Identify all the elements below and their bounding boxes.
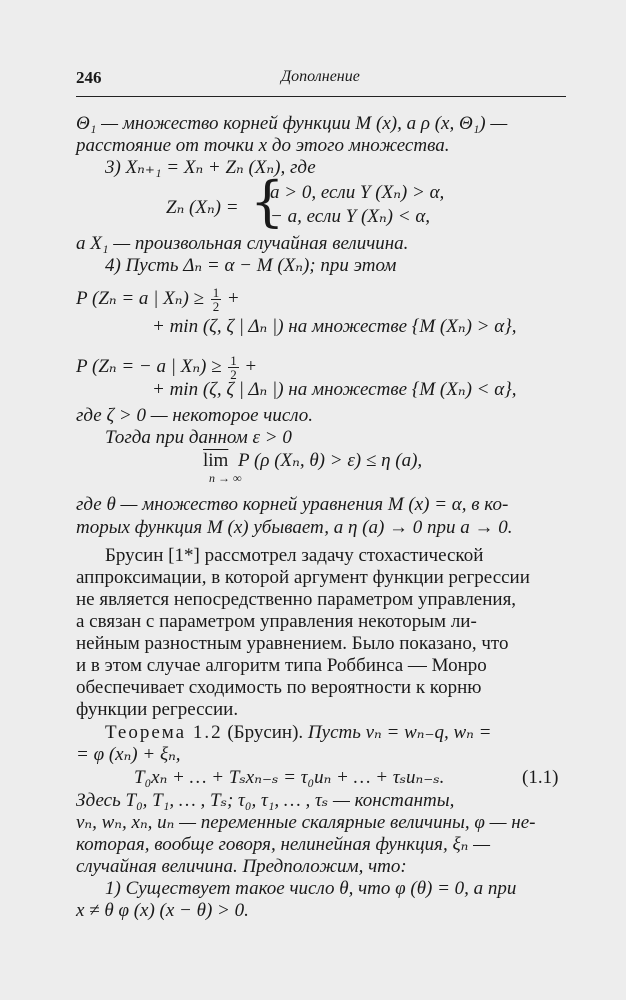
text-line: Брусин [1*] рассмотрел задачу стохастической [105, 545, 484, 566]
fraction [211, 286, 222, 313]
fraction-den: 2 [230, 367, 237, 382]
formula-part: P (Zₙ = a | Xₙ) ≥ [76, 287, 204, 309]
fraction-num: 1 [230, 353, 237, 368]
running-title: Дополнение [281, 68, 360, 85]
theorem-line [105, 722, 491, 744]
equation: T₀xₙ + … + Tₛxₙ₋ₛ = τ₀uₙ + … + τₛuₙ₋ₛ. [134, 767, 445, 788]
page-header [76, 68, 566, 90]
text-line: аппроксимации, в которой аргумент функции регрессии [76, 567, 530, 588]
text-line: Θ₁ — множество корней функции M (x), а ρ (x, Θ₁) — [76, 113, 508, 134]
formula-part: + [245, 355, 257, 377]
header-rule [76, 96, 566, 97]
text-line: а X₁ — произвольная случайная величина. [76, 233, 409, 254]
text-line: Здесь T₀, T₁, … , Tₛ; τ₀, τ₁, … , τₛ — константы, [76, 790, 455, 811]
text-line: где θ — множество корней уравнения M (x) = α, в ко- [76, 494, 509, 515]
formula-case: a > 0, если Y (Xₙ) > α, [270, 182, 445, 203]
limit-symbol: $\overline{lim}$ [203, 450, 229, 471]
page-number: 246 [76, 68, 102, 87]
text-line: а связан с параметром управления некоторым ли- [76, 611, 477, 632]
text-line: Тогда при данном ε > 0 [105, 427, 292, 448]
formula-line: + min (ζ, ζ | Δₙ |) на множестве {M (Xₙ) > α}, [152, 316, 517, 337]
text-line: и в этом случае алгоритм типа Роббинса — Монро [76, 655, 487, 676]
formula-part: P (Zₙ = − a | Xₙ) ≥ [76, 355, 222, 377]
text-line: 1) Существует такое число θ, что φ (θ) = 0, а при [105, 878, 517, 899]
fraction-den: 2 [212, 299, 220, 314]
brace-symbol: { [250, 170, 285, 233]
text-line: не является непосредственно параметром управления, [76, 589, 517, 610]
text-line: vₙ, wₙ, xₙ, uₙ — переменные скалярные величины, φ — не- [76, 812, 536, 833]
formula-lhs: Zₙ (Xₙ) = [166, 197, 239, 218]
text-line: случайная величина. Предположим, что: [76, 856, 407, 877]
equation-number: (1.1) [522, 767, 559, 788]
limit-operator [203, 450, 242, 484]
formula-line [76, 286, 239, 313]
text-line: обеспечивает сходимость по вероятности к корню [76, 677, 482, 698]
text-line: расстояние от точки x до этого множества. [76, 135, 450, 156]
formula-line: + min (ζ, ζ | Δₙ |) на множестве {M (Xₙ) < α}, [152, 379, 517, 400]
text-line: 4) Пусть Δₙ = α − M (Xₙ); при этом [105, 255, 397, 276]
text-line: функции регрессии. [76, 699, 239, 720]
theorem-text: Пусть vₙ = wₙ₋q, wₙ = [307, 722, 492, 743]
formula-case: − a, если Y (Xₙ) < α, [270, 206, 431, 227]
text-line: 3) Xₙ₊₁ = Xₙ + Zₙ (Xₙ), где [105, 157, 316, 178]
theorem-attribution: (Брусин). [227, 722, 304, 743]
theorem-label: Теорема 1.2 [105, 722, 223, 743]
text-line: которая, вообще говоря, нелинейная функция, ξₙ — [76, 834, 490, 855]
formula-line: P (ρ (Xₙ, θ) > ε) ≤ η (a), [238, 450, 423, 471]
formula-part: + [227, 287, 239, 309]
fraction [228, 354, 239, 381]
text-line: где ζ > 0 — некоторое число. [76, 405, 314, 426]
text-line: торых функция M (x) убывает, а η (a) → 0 при a → 0. [76, 517, 513, 538]
text-line: нейным разностным уравнением. Было показано, что [76, 633, 509, 654]
formula-line [76, 354, 256, 381]
fraction-num: 1 [212, 285, 220, 300]
formula-line: = φ (xₙ) + ξₙ, [76, 744, 181, 765]
limit-subscript: n → ∞ [209, 471, 242, 485]
text-line: x ≠ θ φ (x) (x − θ) > 0. [76, 900, 249, 921]
